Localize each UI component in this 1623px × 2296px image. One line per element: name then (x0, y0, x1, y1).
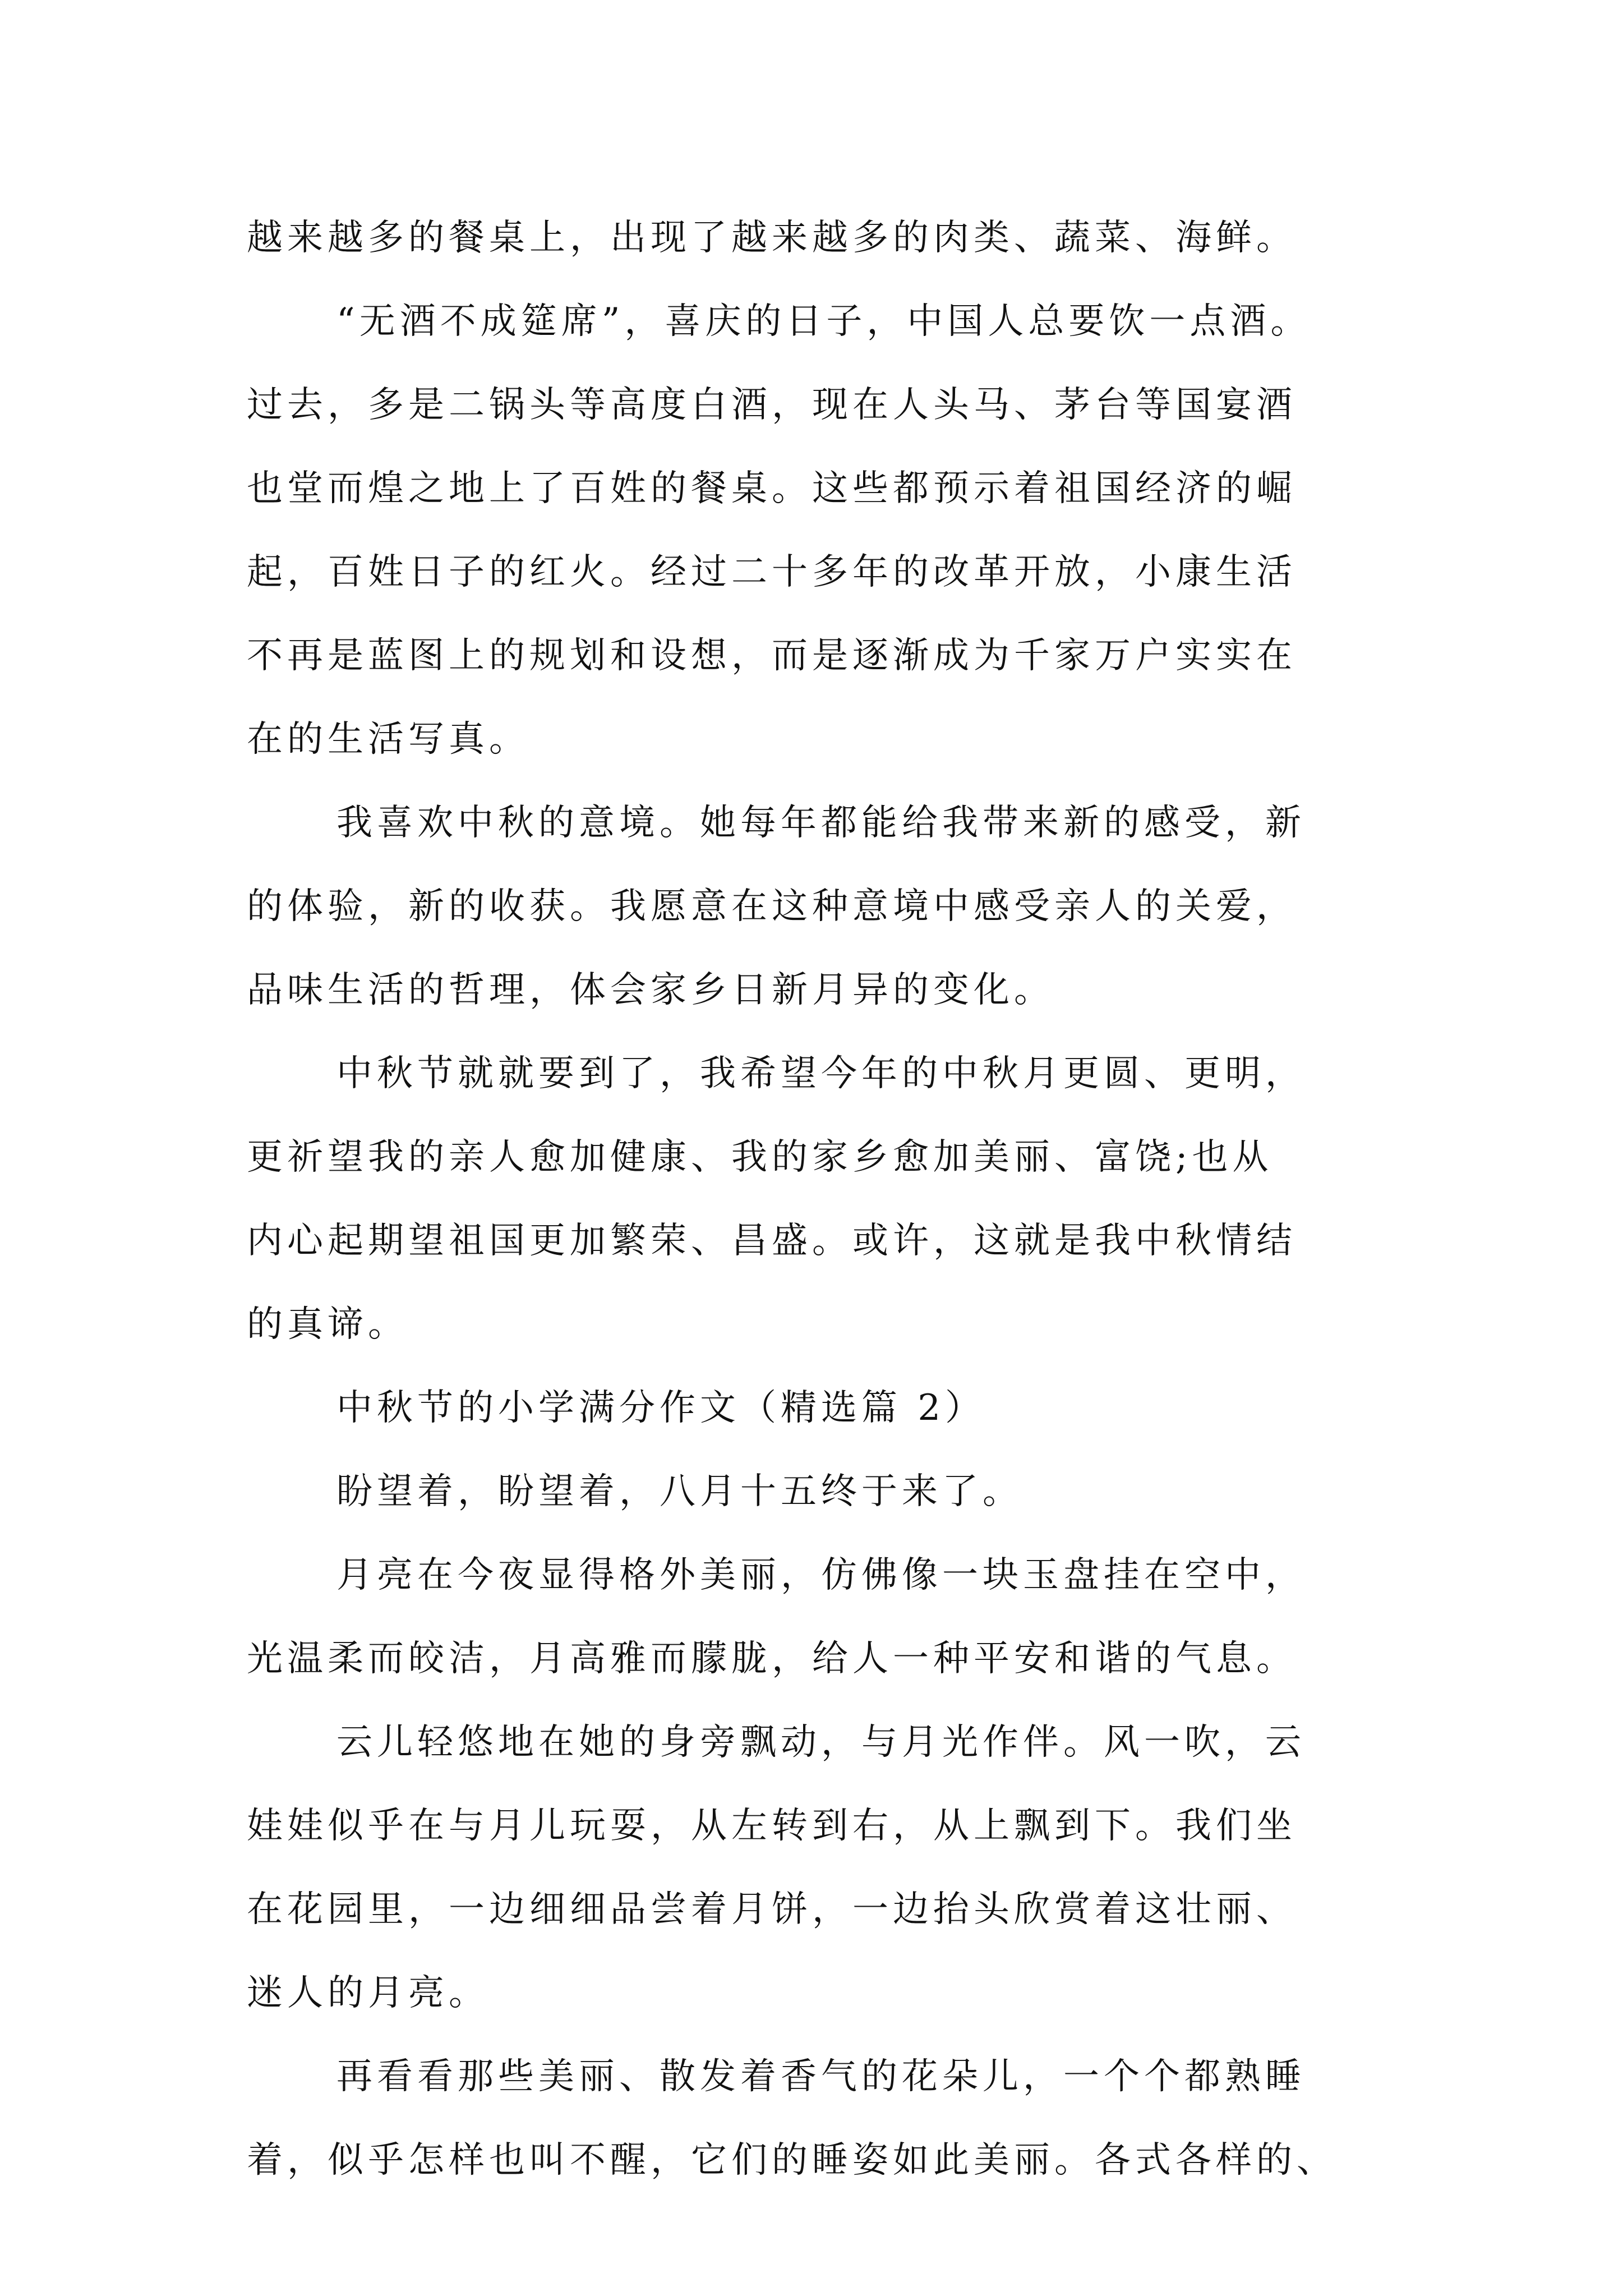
text-line: 起，百姓日子的红火。经过二十多年的改革开放，小康生活 (247, 551, 1297, 593)
text-line: 在的生活写真。 (247, 719, 529, 760)
paragraph-line: 盼望着，盼望着，八月十五终于来了。 (336, 1471, 1023, 1512)
text-line: 着，似乎怎样也叫不醒，它们的睡姿如此美丽。各式各样的、 (247, 2139, 1337, 2181)
text-line: 的真谛。 (247, 1304, 408, 1345)
text-line: 光温柔而皎洁，月高雅而朦胧，给人一种平安和谐的气息。 (247, 1638, 1297, 1680)
text-line: 越来越多的餐桌上，出现了越来越多的肉类、蔬菜、海鲜。 (247, 217, 1297, 259)
paragraph-line: 再看看那些美丽、散发着香气的花朵儿，一个个都熟睡 (336, 2056, 1306, 2097)
text-line: 品味生活的哲理，体会家乡日新月异的变化。 (247, 969, 1054, 1011)
paragraph-line: 中秋节就就要到了，我希望今年的中秋月更圆、更明， (336, 1053, 1306, 1094)
text-line: 的体验，新的收获。我愿意在这种意境中感受亲人的关爱， (247, 886, 1297, 927)
paragraph-line: 月亮在今夜显得格外美丽，仿佛像一块玉盘挂在空中， (336, 1554, 1306, 1596)
text-line: 在花园里，一边细细品尝着月饼，一边抬头欣赏着这壮丽、 (247, 1889, 1297, 1930)
text-line: 不再是蓝图上的规划和设想，而是逐渐成为千家万户实实在 (247, 635, 1297, 677)
section-heading: 中秋节的小学满分作文（精选篇 2） (336, 1387, 986, 1429)
text-line: 娃娃似乎在与月儿玩耍，从左转到右，从上飘到下。我们坐 (247, 1805, 1297, 1847)
paragraph-line: 云儿轻悠地在她的身旁飘动，与月光作伴。风一吹，云 (336, 1722, 1306, 1763)
text-line: 内心起期望祖国更加繁荣、昌盛。或许，这就是我中秋情结 (247, 1220, 1297, 1262)
paragraph-line: “无酒不成筵席”，喜庆的日子，中国人总要饮一点酒。 (336, 301, 1311, 342)
text-line: 迷人的月亮。 (247, 1972, 489, 2014)
paragraph-line: 我喜欢中秋的意境。她每年都能给我带来新的感受，新 (336, 802, 1306, 844)
text-line: 也堂而煌之地上了百姓的餐桌。这些都预示着祖国经济的崛 (247, 468, 1297, 509)
text-line: 更祈望我的亲人愈加健康、我的家乡愈加美丽、富饶;也从 (247, 1137, 1273, 1178)
text-line: 过去，多是二锅头等高度白酒，现在人头马、茅台等国宴酒 (247, 384, 1297, 426)
